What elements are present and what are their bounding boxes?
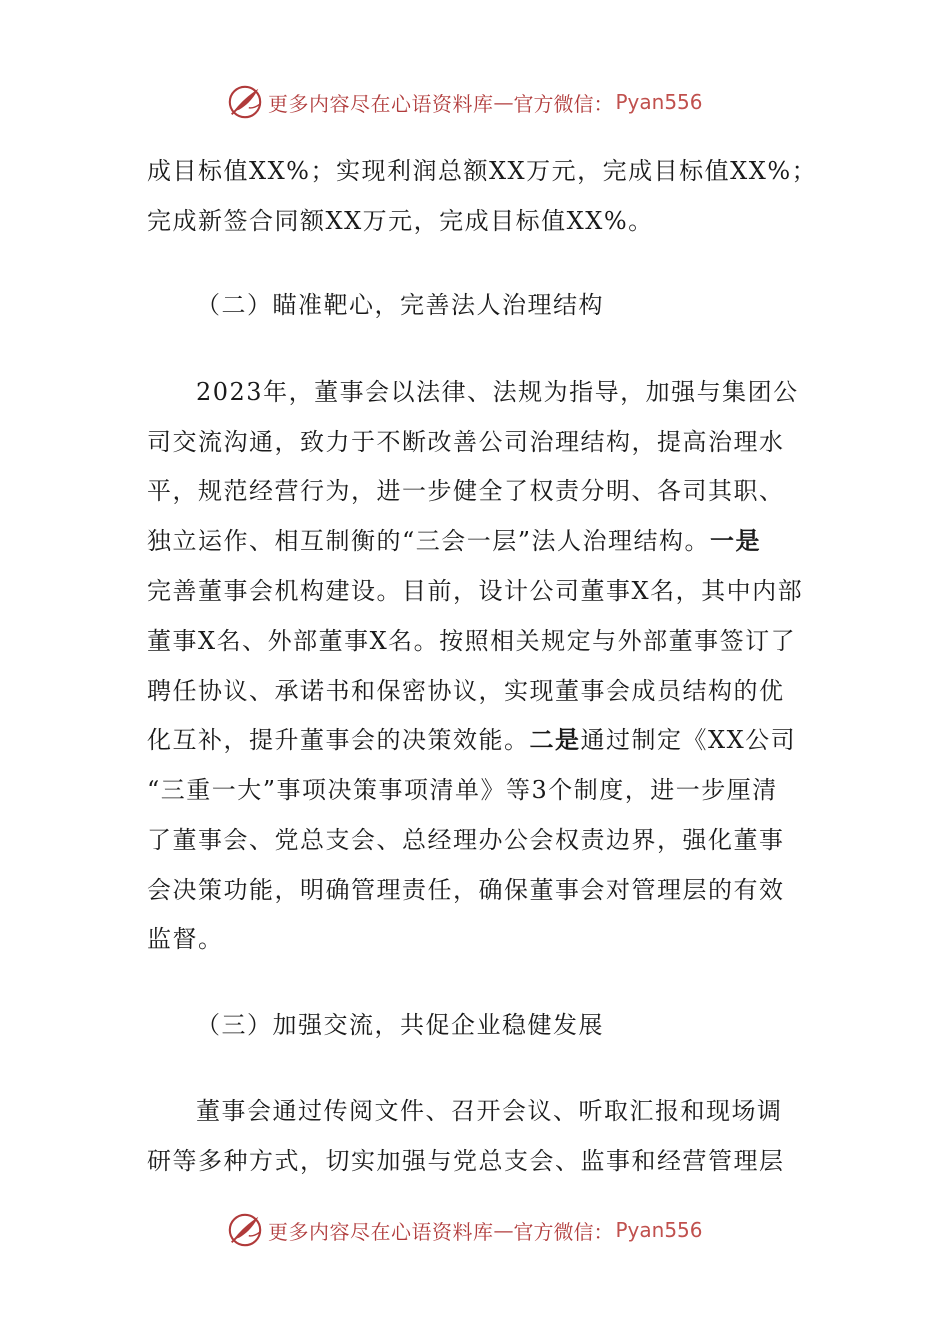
paragraph-line: 司交流沟通，致力于不断改善公司治理结构，提高治理水 xyxy=(147,428,785,456)
paragraph-line: “三重一大”事项决策事项清单》等3个制度，进一步厘清 xyxy=(147,776,778,804)
paragraph-line: 平，规范经营行为，进一步健全了权责分明、各司其职、 xyxy=(147,477,785,505)
watermark-label: 官方微信： xyxy=(513,1219,614,1244)
watermark-dash: — xyxy=(493,90,514,114)
section-heading-2: （二）瞄准靶心，完善法人治理结构 xyxy=(196,291,604,319)
paragraph-line: 会决策功能，明确管理责任，确保董事会对管理层的有效 xyxy=(147,876,785,904)
line-text: 独立运作、相互制衡的“三会一层”法人治理结构。 xyxy=(147,527,711,555)
watermark-wechat-id: Pyan556 xyxy=(615,90,703,114)
section-heading-3: （三）加强交流，共促企业稳健发展 xyxy=(196,1011,604,1039)
line-text: 化互补，提升董事会的决策效能。 xyxy=(147,726,530,754)
watermark-site-text: 更多内容尽在心语资料库 xyxy=(268,91,494,116)
paragraph-line: 董事会通过传阅文件、召开会议、听取汇报和现场调 xyxy=(196,1097,783,1125)
paragraph-line: 了董事会、党总支会、总经理办公会权责边界，强化董事 xyxy=(147,826,785,854)
paragraph-line: 2023年，董事会以法律、法规为指导，加强与集团公 xyxy=(196,378,799,406)
paragraph-line: 研等多种方式，切实加强与党总支会、监事和经营管理层 xyxy=(147,1147,785,1175)
watermark-banner-bottom xyxy=(226,1210,703,1250)
paragraph-line: 完成新签合同额XX万元，完成目标值XX%。 xyxy=(147,207,654,235)
quill-logo-icon xyxy=(226,83,264,121)
paragraph-line: 成目标值XX%；实现利润总额XX万元，完成目标值XX%； xyxy=(147,157,818,185)
paragraph-line: 聘任协议、承诺书和保密协议，实现董事会成员结构的优 xyxy=(147,677,785,705)
quill-logo-icon xyxy=(226,1211,264,1249)
bold-marker: 二是 xyxy=(529,725,581,754)
line-text: 通过制定《XX公司 xyxy=(580,726,797,754)
paragraph-line xyxy=(147,526,817,556)
paragraph-line: 完善董事会机构建设。目前，设计公司董事X名，其中内部 xyxy=(147,577,804,605)
watermark-site-text: 更多内容尽在心语资料库 xyxy=(268,1219,494,1244)
bold-marker: 一是 xyxy=(710,526,762,555)
watermark-label: 官方微信： xyxy=(513,91,614,116)
watermark-wechat-id: Pyan556 xyxy=(615,1218,703,1242)
paragraph-line xyxy=(147,725,817,755)
watermark-banner-top xyxy=(226,82,703,122)
paragraph-line: 董事X名、外部董事X名。按照相关规定与外部董事签订了 xyxy=(147,627,797,655)
paragraph-line: 监督。 xyxy=(147,925,224,953)
watermark-dash: — xyxy=(493,1218,514,1242)
